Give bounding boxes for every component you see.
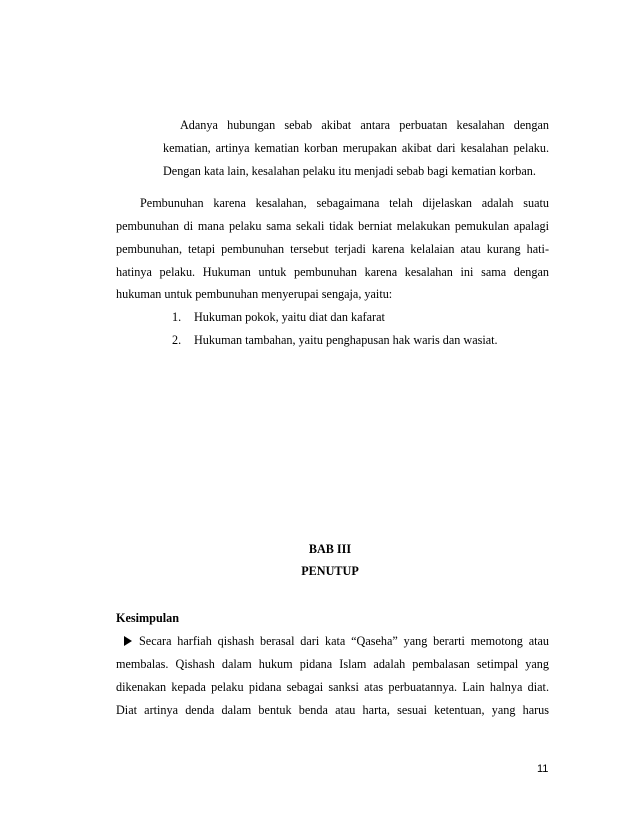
list-item-number: 1. bbox=[172, 310, 182, 324]
list-item-text: Hukuman tambahan, yaitu penghapusan hak waris dan wasiat. bbox=[194, 333, 498, 347]
bullet-item bbox=[124, 634, 549, 649]
list-item-text: Hukuman pokok, yaitu diat dan kafarat bbox=[194, 310, 385, 324]
paragraph-line-1: Pembunuhan karena kesalahan, sebagaimana telah dijelaskan adalah suatu bbox=[140, 196, 549, 210]
paragraph-line-3: pembunuhan, tetapi pembunuhan tersebut terjadi karena kelalaian atau kurang hati- bbox=[116, 242, 549, 256]
section-line-3: Diat artinya denda dalam bentuk benda atau harta, sesuai ketentuan, yang harus bbox=[116, 703, 549, 717]
section-line-2: dikenakan kepada pelaku pidana sebagai sanksi atas perbuatannya. Lain halnya diat. bbox=[116, 680, 549, 694]
chapter-title: PENUTUP bbox=[301, 564, 359, 578]
list-item bbox=[172, 333, 498, 348]
quote-line-3: Dengan kata lain, kesalahan pelaku itu menjadi sebab bagi kematian korban. bbox=[163, 164, 536, 178]
quote-line-2: kematian, artinya kematian korban merupakan akibat dari kesalahan pelaku. bbox=[163, 141, 549, 155]
paragraph-line-2: pembunuhan di mana pelaku sama sekali tidak berniat melakukan pemukulan apalagi bbox=[116, 219, 549, 233]
arrow-bullet-icon bbox=[124, 636, 132, 646]
list-item-number: 2. bbox=[172, 333, 182, 347]
paragraph-line-4: hatinya pelaku. Hukuman untuk pembunuhan karena kesalahan ini sama dengan bbox=[116, 265, 549, 279]
paragraph-line-5: hukuman untuk pembunuhan menyerupai sengaja, yaitu: bbox=[116, 287, 393, 301]
section-heading: Kesimpulan bbox=[116, 611, 179, 625]
quote-line-1: Adanya hubungan sebab akibat antara perbuatan kesalahan dengan bbox=[180, 118, 549, 132]
list-item bbox=[172, 310, 385, 325]
page-number: 11 bbox=[537, 763, 549, 775]
section-line-1: membalas. Qishash dalam hukum pidana Islam adalah pembalasan setimpal yang bbox=[116, 657, 549, 671]
bullet-item-text: Secara harfiah qishash berasal dari kata “Qaseha” yang berarti memotong atau bbox=[139, 634, 549, 648]
chapter-number: BAB III bbox=[308, 542, 352, 556]
